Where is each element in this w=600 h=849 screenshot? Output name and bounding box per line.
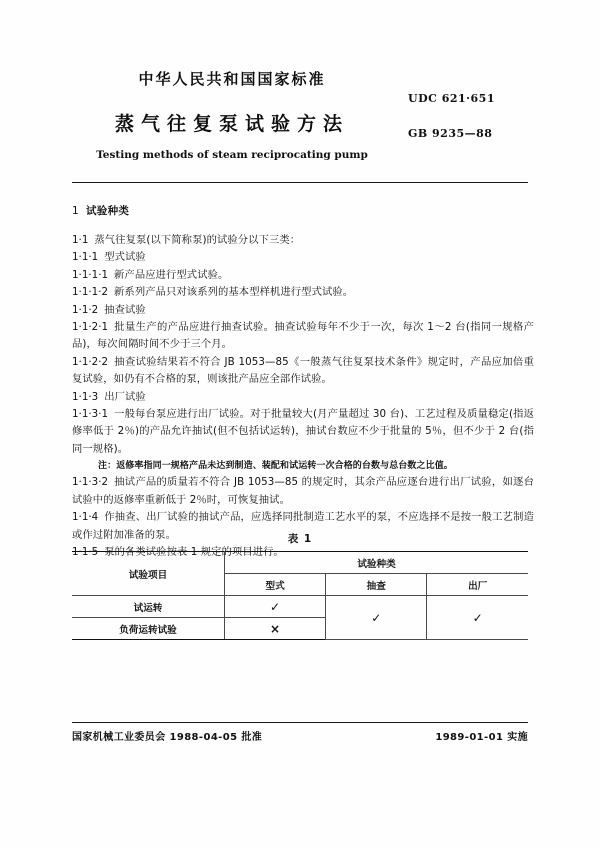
paragraph — [72, 474, 534, 509]
table-row — [72, 596, 528, 618]
paragraph — [72, 249, 534, 266]
paragraph — [72, 389, 534, 406]
paragraph-text: 批量生产的产品应进行抽查试验。抽查试验每年不少于一次，每次 1～2 台(指同一规格产品)，每次间隔时间不少于三个月。 — [72, 321, 534, 351]
paragraph — [72, 406, 534, 458]
table-cell-value: ✓ — [326, 596, 427, 640]
table-header-item: 试验项目 — [72, 552, 225, 596]
paragraph — [72, 354, 534, 389]
udc-code: UDC 621·651 — [408, 92, 495, 105]
paragraph-number: 1·1·1 — [72, 251, 99, 264]
header-divider-rule — [72, 182, 528, 183]
paragraph-number: 1·1·1·2 — [72, 286, 109, 299]
paragraph-number: 1·1 — [72, 234, 89, 246]
footer-effective-text: 1989-01-01 实施 — [435, 732, 528, 743]
table-col-header-sampling: 抽查 — [326, 574, 427, 596]
footer-divider-rule — [72, 722, 528, 723]
standard-number: GB 9235—88 — [408, 127, 493, 140]
paragraph — [72, 284, 534, 301]
paragraph-number: 1·1·2 — [72, 303, 99, 316]
table-cell-value: ✓ — [427, 596, 528, 640]
test-types-table — [72, 551, 528, 640]
national-standard-title: 中华人民共和国国家标准 — [138, 70, 326, 88]
table-cell-value: ✓ — [225, 596, 326, 618]
english-subtitle: Testing methods of steam reciprocating pump — [96, 149, 368, 161]
paragraph — [72, 232, 534, 249]
paragraph-number: 1·1·3 — [72, 390, 99, 403]
table-header-row-1 — [72, 552, 528, 574]
masthead — [72, 68, 528, 178]
footer-approval-text: 国家机械工业委员会 1988-04-05 批准 — [72, 732, 263, 743]
paragraph-number: 1·1·4 — [72, 511, 99, 524]
table-col-header-type: 型式 — [225, 574, 326, 596]
section-heading-text: 试验种类 — [85, 205, 130, 217]
paragraph-number: 1·1·3·1 — [72, 408, 109, 421]
table-row-label: 试运转 — [72, 596, 225, 618]
paragraph-number: 1·1·2·1 — [72, 321, 109, 334]
paragraph-text: 抽查试验 — [104, 303, 146, 316]
section-heading — [72, 203, 534, 218]
paragraph — [72, 267, 534, 284]
table-1-container — [72, 531, 528, 640]
paragraph-text: 蒸气往复泵(以下简称泵)的试验分以下三类： — [94, 234, 301, 246]
paragraph-text: 泵的各类试验按表 1 规定的项目进行。 — [104, 545, 284, 558]
table-header-group: 试验种类 — [225, 552, 529, 574]
paragraph-text: 新系列产品只对该系列的基本型样机进行型式试验。 — [114, 286, 354, 299]
page-footer — [72, 728, 528, 743]
table-row-label: 负荷运转试验 — [72, 618, 225, 640]
section-heading-number: 1 — [72, 205, 79, 217]
paragraph-text: 抽查试验结果若不符合 JB 1053—85《一般蒸气往复泵技术条件》规定时，产品应加倍重复试验，如仍有不合格的泵，则该批产品应全部作试验。 — [72, 355, 534, 386]
document-title: 蒸气往复泵试验方法 — [114, 113, 349, 135]
paragraph-number: 1·1·3·2 — [72, 476, 109, 489]
paragraph-number: 1·1·5 — [72, 545, 99, 558]
table-cell-value: × — [225, 618, 326, 640]
document-body — [72, 203, 534, 561]
footnote: 注：返修率指同一规格产品未达到制造、装配和试运转一次合格的台数与总台数之比值。 — [98, 461, 453, 472]
paragraph-text: 出厂试验 — [104, 390, 146, 403]
paragraph-text: 作抽查、出厂试验的抽试产品，应选择同批制造工艺水平的泵，不应选择不是按一般工艺制造或作过附加准备的泵。 — [72, 511, 534, 541]
table-col-header-factory: 出厂 — [427, 574, 528, 596]
paragraph — [72, 302, 534, 319]
paragraph — [72, 319, 534, 354]
paragraph-number: 1·1·1·1 — [72, 268, 109, 281]
paragraph-text: 新产品应进行型式试验。 — [114, 268, 229, 281]
paragraph-text: 一般每台泵应进行出厂试验。对于批量较大(月产量超过 30 台)、工艺过程及质量稳定(指返修率低于 2％)的产品允许抽试(但不包括试运转)，抽试台数应不少于批量的 5％，但不少于 2 台(指同一规格)。 — [72, 408, 534, 455]
paragraph-text: 型式试验 — [104, 251, 146, 264]
table-caption: 表 1 — [287, 533, 313, 545]
paragraph-number: 1·1·2·2 — [72, 355, 109, 368]
paragraph-text: 抽试产品的质量若不符合 JB 1053—85 的规定时，其余产品应逐台进行出厂试验，如逐台试验中的返修率重新低于 2％时，可恢复抽试。 — [72, 476, 534, 506]
